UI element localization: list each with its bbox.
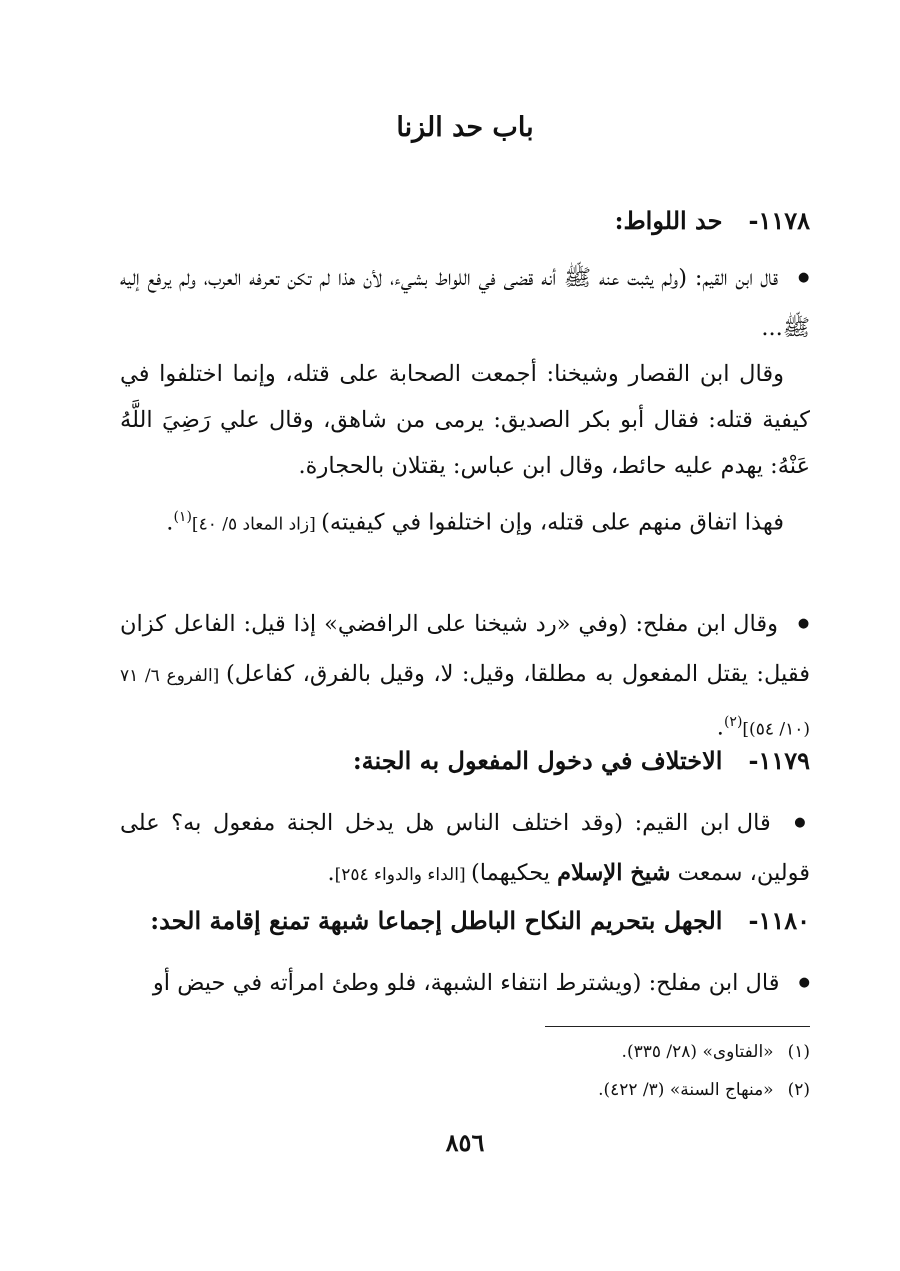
- section-heading-1180: [120, 906, 810, 935]
- section-heading-1179: [120, 746, 810, 775]
- chapter-title: باب حد الزنا: [396, 112, 534, 143]
- paragraph-text: قال ابن القيم: (ولم يثبت عنه ﷺ أنه قضى في اللواط بشيء، لأن هذا لم تكن تعرفه العرب، ولم يرفع إليه ﷺ...: [120, 265, 810, 341]
- paragraph-ibn-qayyim-janna: ● قال ابن القيم: (وقد اختلف الناس هل يدخل الجنة مفعول به؟ على قولين، سمعت شيخ الإسلام يحكيهما) [الداء والدواء ٢٥٤].: [120, 800, 810, 898]
- paragraph-ibn-qayyim-liwat: [120, 255, 810, 351]
- footnote-number: (٢): [787, 1080, 810, 1100]
- footnote-text: «منهاج السنة» (٣/ ٤٢٢).: [598, 1080, 774, 1100]
- footnote-ref-1[interactable]: (١): [173, 509, 192, 525]
- footnote-separator: [545, 1026, 810, 1027]
- section-title: الاختلاف في دخول المفعول به الجنة:: [352, 746, 723, 775]
- paragraph-text: فهذا اتفاق منهم على قتله، وإن اختلفوا في كيفيته): [321, 509, 784, 536]
- footnote-2: [120, 1080, 810, 1100]
- section-title: حد اللواط:: [614, 206, 723, 235]
- page-number: ٨٥٦: [445, 1128, 485, 1157]
- paragraph-text: قال ابن مفلح: (ويشترط انتفاء الشبهة، فلو وطئ امرأته في حيض أو: [152, 970, 780, 996]
- section-heading-1178: [120, 206, 810, 235]
- footnote-ref-2[interactable]: (٢): [723, 714, 743, 730]
- section-title: الجهل بتحريم النكاح الباطل إجماعا شبهة تمنع إقامة الحد:: [150, 906, 723, 935]
- section-number: ١١٨٠-: [748, 906, 810, 935]
- paragraph-text: وقال ابن مفلح: (وفي «رد شيخنا على الرافضي» إذا قيل: الفاعل كزان فقيل: يقتل المفعول به مطلقا، وقيل: لا، وقيل بالفرق، كفاعل): [120, 611, 810, 687]
- source-citation: [الداء والدواء ٢٥٤]: [334, 865, 471, 885]
- paragraph-ibn-qassar: [120, 351, 810, 489]
- footnote-text: «الفتاوى» (٢٨/ ٣٣٥).: [621, 1042, 774, 1062]
- paragraph-text: قال ابن القيم: (وقد اختلف الناس هل يدخل الجنة مفعول به؟ على قولين، سمعت: [120, 810, 810, 886]
- source-citation: [زاد المعاد ٥/ ٤٠]: [191, 514, 322, 535]
- section-number: ١١٧٩-: [748, 746, 810, 775]
- footnote-1: [120, 1042, 810, 1062]
- paragraph-text: وقال ابن القصار وشيخنا: أجمعت الصحابة على قتله، وإنما اختلفوا في كيفية قتله: فقال أبو بكر الصديق: يرمى من شاهق، وقال علي رَضِيَ اللَّهُ عَنْهُ: يهدم عليه حائط، وقال ابن عباس: يقتلان بالحجارة.: [120, 361, 810, 479]
- paragraph-ibn-muflih-fail: ● وقال ابن مفلح: (وفي «رد شيخنا على الرافضي» إذا قيل: الفاعل كزان فقيل: يقتل المفعول به مطلقا، وقيل: لا، وقيل بالفرق، كفاعل) [الفروع ٦/ ٧١ (١٠/ ٥٤)]$^{(٢)}$.: [120, 601, 810, 753]
- paragraph-ittifaq: فهذا اتفاق منهم على قتله، وإن اختلفوا في كيفيته) [زاد المعاد ٥/ ٤٠]$^{(١)}$.: [166, 509, 784, 536]
- source-citation: [الفروع ٦/ ٧١ (١٠/ ٥٤)]: [120, 666, 810, 740]
- footnote-number: (١): [787, 1042, 810, 1062]
- book-page: [120, 0, 810, 1271]
- section-number: ١١٧٨-: [748, 206, 810, 235]
- paragraph-ibn-muflih-shubha: [120, 960, 810, 1010]
- paragraph-bold-text: شيخ الإسلام: [557, 860, 671, 886]
